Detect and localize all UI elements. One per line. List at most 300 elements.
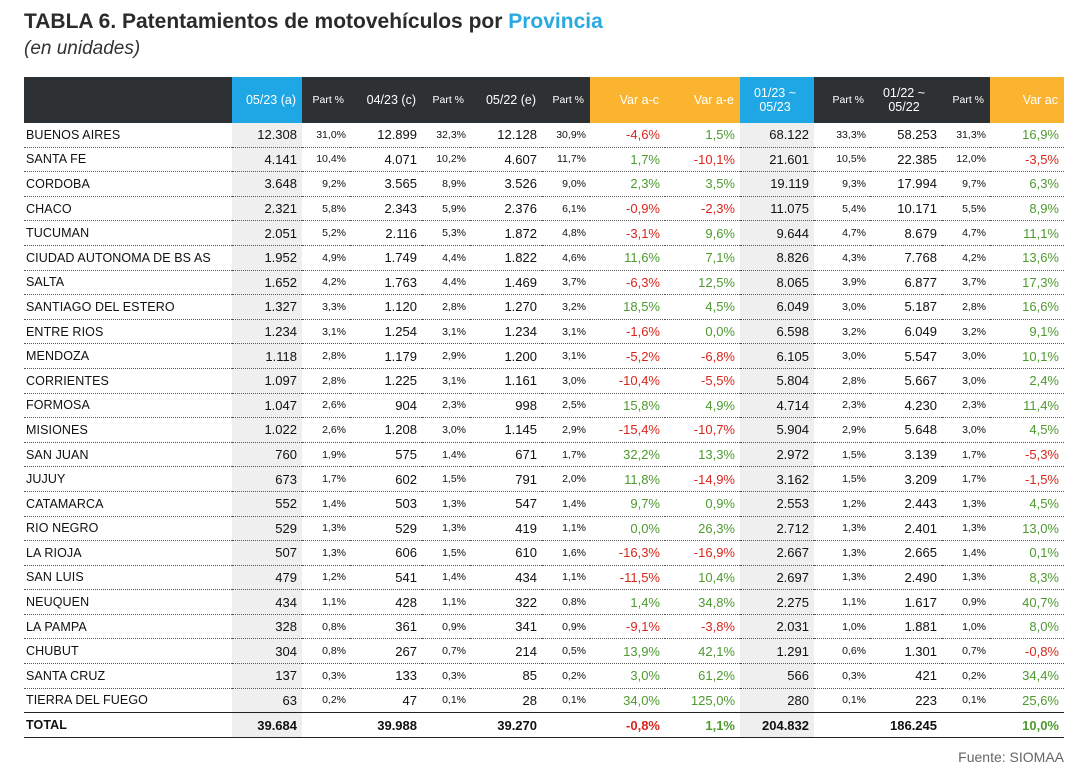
table-row <box>24 664 1064 689</box>
cell-ytd-22: 223 <box>870 688 942 713</box>
cell-part-ytd-23: 3,0% <box>814 344 870 369</box>
cell-part-ytd-22: 0,1% <box>942 688 990 713</box>
cell-ytd-22: 17.994 <box>870 172 942 197</box>
cell-ytd-22: 7.768 <box>870 245 942 270</box>
cell-ytd-23: 2.553 <box>740 491 814 516</box>
cell-var-a-c: 34,0% <box>590 688 665 713</box>
cell-part-ytd-22: 1,7% <box>942 467 990 492</box>
cell-part-may-23: 1,3% <box>302 516 350 541</box>
cell-part-ytd-23: 2,3% <box>814 393 870 418</box>
cell-part-may-22: 3,7% <box>542 270 590 295</box>
cell-var-a-e: -5,5% <box>665 368 740 393</box>
cell-may-22: 322 <box>470 590 542 615</box>
table-body <box>24 123 1064 737</box>
cell-part-may-23: 0,8% <box>302 614 350 639</box>
cell-var-a-e: 13,3% <box>665 442 740 467</box>
cell-apr-23: 2.343 <box>350 196 422 221</box>
cell-ytd-23: 1.291 <box>740 639 814 664</box>
cell-apr-23: 39.988 <box>350 713 422 738</box>
table-row <box>24 541 1064 566</box>
cell-apr-23: 503 <box>350 491 422 516</box>
cell-apr-23: 1.179 <box>350 344 422 369</box>
cell-part-may-22: 11,7% <box>542 147 590 172</box>
cell-may-22: 1.145 <box>470 418 542 443</box>
cell-may-23: 1.234 <box>232 319 302 344</box>
cell-ytd-23: 280 <box>740 688 814 713</box>
cell-var-a-e: 3,5% <box>665 172 740 197</box>
cell-may-23: 1.097 <box>232 368 302 393</box>
header-04-23: 04/23 (c) <box>350 77 422 123</box>
cell-part-may-23: 2,8% <box>302 368 350 393</box>
cell-var-ac: 17,3% <box>990 270 1064 295</box>
cell-ytd-23: 6.105 <box>740 344 814 369</box>
cell-may-22: 4.607 <box>470 147 542 172</box>
cell-part-apr-23: 1,4% <box>422 565 470 590</box>
cell-province: JUJUY <box>24 467 232 492</box>
cell-var-a-c: -0,8% <box>590 713 665 738</box>
cell-ytd-22: 2.490 <box>870 565 942 590</box>
cell-var-ac: 34,4% <box>990 664 1064 689</box>
cell-may-23: 137 <box>232 664 302 689</box>
cell-part-may-23: 4,2% <box>302 270 350 295</box>
table-row <box>24 467 1064 492</box>
cell-may-22: 3.526 <box>470 172 542 197</box>
cell-apr-23: 1.120 <box>350 295 422 320</box>
cell-part-ytd-22: 1,0% <box>942 614 990 639</box>
cell-ytd-22: 5.648 <box>870 418 942 443</box>
cell-part-may-23: 0,2% <box>302 688 350 713</box>
cell-ytd-23: 2.275 <box>740 590 814 615</box>
cell-part-ytd-22: 3,0% <box>942 418 990 443</box>
cell-var-ac: 16,9% <box>990 123 1064 147</box>
cell-var-a-c: -16,3% <box>590 541 665 566</box>
cell-apr-23: 1.763 <box>350 270 422 295</box>
cell-may-23: 2.051 <box>232 221 302 246</box>
table-row <box>24 565 1064 590</box>
header-part-3: Part % <box>542 77 590 123</box>
cell-ytd-23: 5.904 <box>740 418 814 443</box>
cell-ytd-23: 68.122 <box>740 123 814 147</box>
cell-may-22: 1.234 <box>470 319 542 344</box>
cell-apr-23: 2.116 <box>350 221 422 246</box>
table-row <box>24 123 1064 147</box>
cell-ytd-23: 8.065 <box>740 270 814 295</box>
cell-part-apr-23: 1,3% <box>422 516 470 541</box>
title-text: TABLA 6. Patentamientos de motovehículos por <box>24 10 509 33</box>
cell-part-ytd-22: 2,8% <box>942 295 990 320</box>
header-province <box>24 77 232 123</box>
cell-part-apr-23: 0,7% <box>422 639 470 664</box>
cell-ytd-22: 2.443 <box>870 491 942 516</box>
cell-part-apr-23: 1,3% <box>422 491 470 516</box>
cell-var-a-c: 9,7% <box>590 491 665 516</box>
cell-var-ac: 10,1% <box>990 344 1064 369</box>
table-row <box>24 245 1064 270</box>
cell-part-may-22: 30,9% <box>542 123 590 147</box>
cell-part-may-23: 10,4% <box>302 147 350 172</box>
cell-var-a-e: 42,1% <box>665 639 740 664</box>
cell-part-ytd-23 <box>814 713 870 738</box>
cell-ytd-22: 1.881 <box>870 614 942 639</box>
cell-apr-23: 575 <box>350 442 422 467</box>
cell-var-a-c: -6,3% <box>590 270 665 295</box>
cell-part-ytd-22 <box>942 713 990 738</box>
cell-var-ac: -1,5% <box>990 467 1064 492</box>
cell-part-apr-23: 8,9% <box>422 172 470 197</box>
cell-part-ytd-22: 9,7% <box>942 172 990 197</box>
table-row <box>24 147 1064 172</box>
cell-may-22: 1.469 <box>470 270 542 295</box>
cell-part-may-22: 2,0% <box>542 467 590 492</box>
cell-province: TOTAL <box>24 713 232 738</box>
cell-province: SANTIAGO DEL ESTERO <box>24 295 232 320</box>
cell-may-23: 12.308 <box>232 123 302 147</box>
cell-ytd-23: 8.826 <box>740 245 814 270</box>
cell-apr-23: 1.749 <box>350 245 422 270</box>
cell-var-a-c: -9,1% <box>590 614 665 639</box>
cell-province: LA PAMPA <box>24 614 232 639</box>
cell-var-a-c: -10,4% <box>590 368 665 393</box>
cell-part-may-22: 6,1% <box>542 196 590 221</box>
cell-may-22: 1.270 <box>470 295 542 320</box>
cell-part-ytd-23: 33,3% <box>814 123 870 147</box>
cell-part-may-23: 1,1% <box>302 590 350 615</box>
table-row <box>24 368 1064 393</box>
cell-may-23: 63 <box>232 688 302 713</box>
cell-var-a-c: 2,3% <box>590 172 665 197</box>
cell-var-a-e: 12,5% <box>665 270 740 295</box>
cell-ytd-23: 6.598 <box>740 319 814 344</box>
cell-var-a-e: 125,0% <box>665 688 740 713</box>
cell-var-a-c: -11,5% <box>590 565 665 590</box>
cell-var-a-c: -15,4% <box>590 418 665 443</box>
cell-may-22: 1.200 <box>470 344 542 369</box>
cell-may-22: 791 <box>470 467 542 492</box>
cell-var-a-c: 32,2% <box>590 442 665 467</box>
cell-apr-23: 606 <box>350 541 422 566</box>
cell-part-may-22: 2,5% <box>542 393 590 418</box>
cell-ytd-23: 2.697 <box>740 565 814 590</box>
cell-may-23: 304 <box>232 639 302 664</box>
cell-part-may-22: 1,4% <box>542 491 590 516</box>
table-row <box>24 491 1064 516</box>
cell-may-23: 1.022 <box>232 418 302 443</box>
cell-part-may-22: 4,8% <box>542 221 590 246</box>
cell-ytd-22: 8.679 <box>870 221 942 246</box>
cell-apr-23: 904 <box>350 393 422 418</box>
cell-part-may-23: 3,1% <box>302 319 350 344</box>
cell-province: SAN JUAN <box>24 442 232 467</box>
cell-part-ytd-23: 1,3% <box>814 516 870 541</box>
cell-part-ytd-22: 0,7% <box>942 639 990 664</box>
cell-ytd-22: 1.301 <box>870 639 942 664</box>
cell-province: MISIONES <box>24 418 232 443</box>
cell-province: CIUDAD AUTONOMA DE BS AS <box>24 245 232 270</box>
cell-may-22: 28 <box>470 688 542 713</box>
cell-ytd-23: 4.714 <box>740 393 814 418</box>
cell-part-may-22: 3,0% <box>542 368 590 393</box>
cell-var-a-e: -2,3% <box>665 196 740 221</box>
cell-part-ytd-23: 4,7% <box>814 221 870 246</box>
table-row <box>24 196 1064 221</box>
table-row <box>24 344 1064 369</box>
cell-part-apr-23: 1,4% <box>422 442 470 467</box>
cell-may-23: 760 <box>232 442 302 467</box>
cell-ytd-22: 2.401 <box>870 516 942 541</box>
cell-var-a-c: -1,6% <box>590 319 665 344</box>
cell-may-22: 1.161 <box>470 368 542 393</box>
cell-may-23: 1.118 <box>232 344 302 369</box>
cell-part-apr-23: 0,3% <box>422 664 470 689</box>
cell-apr-23: 4.071 <box>350 147 422 172</box>
cell-part-ytd-23: 5,4% <box>814 196 870 221</box>
cell-ytd-23: 11.075 <box>740 196 814 221</box>
cell-part-apr-23: 1,5% <box>422 541 470 566</box>
cell-var-ac: 0,1% <box>990 541 1064 566</box>
cell-part-may-22: 9,0% <box>542 172 590 197</box>
cell-part-ytd-22: 0,9% <box>942 590 990 615</box>
cell-var-a-e: 61,2% <box>665 664 740 689</box>
cell-may-23: 1.327 <box>232 295 302 320</box>
cell-part-may-22: 3,1% <box>542 319 590 344</box>
cell-part-ytd-23: 3,0% <box>814 295 870 320</box>
cell-part-ytd-23: 1,2% <box>814 491 870 516</box>
cell-var-ac: 11,4% <box>990 393 1064 418</box>
cell-apr-23: 12.899 <box>350 123 422 147</box>
table-title <box>24 10 603 34</box>
cell-may-23: 2.321 <box>232 196 302 221</box>
table-row <box>24 418 1064 443</box>
cell-part-may-22: 0,9% <box>542 614 590 639</box>
cell-apr-23: 1.208 <box>350 418 422 443</box>
cell-part-ytd-22: 0,2% <box>942 664 990 689</box>
total-row <box>24 713 1064 738</box>
cell-part-ytd-22: 31,3% <box>942 123 990 147</box>
cell-may-23: 673 <box>232 467 302 492</box>
cell-province: TIERRA DEL FUEGO <box>24 688 232 713</box>
cell-ytd-23: 19.119 <box>740 172 814 197</box>
cell-var-ac: 16,6% <box>990 295 1064 320</box>
cell-part-ytd-22: 1,3% <box>942 565 990 590</box>
table-subtitle: (en unidades) <box>24 38 141 59</box>
cell-ytd-22: 22.385 <box>870 147 942 172</box>
header-05-22: 05/22 (e) <box>470 77 542 123</box>
cell-part-ytd-22: 3,0% <box>942 368 990 393</box>
cell-part-apr-23: 0,9% <box>422 614 470 639</box>
cell-may-22: 419 <box>470 516 542 541</box>
cell-var-a-e: 4,9% <box>665 393 740 418</box>
cell-ytd-23: 2.031 <box>740 614 814 639</box>
cell-may-22: 12.128 <box>470 123 542 147</box>
cell-part-may-22: 0,1% <box>542 688 590 713</box>
cell-part-ytd-23: 1,1% <box>814 590 870 615</box>
cell-ytd-22: 4.230 <box>870 393 942 418</box>
cell-ytd-22: 3.209 <box>870 467 942 492</box>
cell-apr-23: 267 <box>350 639 422 664</box>
cell-part-may-23: 2,6% <box>302 393 350 418</box>
cell-part-ytd-22: 1,7% <box>942 442 990 467</box>
table-row <box>24 172 1064 197</box>
cell-var-a-c: 15,8% <box>590 393 665 418</box>
cell-may-22: 610 <box>470 541 542 566</box>
table-row <box>24 639 1064 664</box>
cell-may-22: 671 <box>470 442 542 467</box>
cell-var-a-e: 26,3% <box>665 516 740 541</box>
cell-province: CORRIENTES <box>24 368 232 393</box>
table-row <box>24 393 1064 418</box>
cell-part-may-23: 9,2% <box>302 172 350 197</box>
source-note: Fuente: SIOMAA <box>958 749 1064 765</box>
cell-part-may-23: 5,8% <box>302 196 350 221</box>
cell-part-apr-23: 4,4% <box>422 245 470 270</box>
cell-part-may-23: 4,9% <box>302 245 350 270</box>
header-var-a-c: Var a-c <box>590 77 665 123</box>
cell-var-a-c: 0,0% <box>590 516 665 541</box>
cell-ytd-22: 1.617 <box>870 590 942 615</box>
cell-var-ac: 4,5% <box>990 418 1064 443</box>
cell-var-a-e: -16,9% <box>665 541 740 566</box>
cell-var-a-c: 1,7% <box>590 147 665 172</box>
cell-ytd-23: 3.162 <box>740 467 814 492</box>
cell-may-22: 547 <box>470 491 542 516</box>
cell-may-22: 214 <box>470 639 542 664</box>
cell-apr-23: 133 <box>350 664 422 689</box>
cell-ytd-23: 21.601 <box>740 147 814 172</box>
header-row <box>24 77 1064 123</box>
cell-var-a-e: -3,8% <box>665 614 740 639</box>
cell-may-22: 341 <box>470 614 542 639</box>
header-05-23: 05/23 (a) <box>232 77 302 123</box>
cell-part-ytd-23: 1,5% <box>814 442 870 467</box>
cell-part-apr-23: 4,4% <box>422 270 470 295</box>
cell-var-ac: 40,7% <box>990 590 1064 615</box>
table-row <box>24 688 1064 713</box>
cell-var-ac: 13,0% <box>990 516 1064 541</box>
cell-part-apr-23: 32,3% <box>422 123 470 147</box>
cell-var-a-e: -6,8% <box>665 344 740 369</box>
cell-var-ac: 4,5% <box>990 491 1064 516</box>
cell-ytd-22: 5.667 <box>870 368 942 393</box>
table-row <box>24 442 1064 467</box>
cell-var-ac: 10,0% <box>990 713 1064 738</box>
cell-part-may-23: 1,4% <box>302 491 350 516</box>
cell-var-ac: -3,5% <box>990 147 1064 172</box>
province-table <box>24 77 1064 738</box>
cell-part-ytd-23: 4,3% <box>814 245 870 270</box>
cell-var-a-c: 3,0% <box>590 664 665 689</box>
cell-province: CATAMARCA <box>24 491 232 516</box>
cell-ytd-23: 2.972 <box>740 442 814 467</box>
cell-part-ytd-22: 3,2% <box>942 319 990 344</box>
cell-part-may-22: 0,5% <box>542 639 590 664</box>
cell-province: LA RIOJA <box>24 541 232 566</box>
cell-var-a-e: 34,8% <box>665 590 740 615</box>
cell-apr-23: 361 <box>350 614 422 639</box>
cell-var-a-c: 13,9% <box>590 639 665 664</box>
cell-part-ytd-23: 1,5% <box>814 467 870 492</box>
cell-part-apr-23: 3,0% <box>422 418 470 443</box>
cell-part-may-22: 1,7% <box>542 442 590 467</box>
cell-province: FORMOSA <box>24 393 232 418</box>
cell-var-ac: 25,6% <box>990 688 1064 713</box>
cell-part-may-22: 2,9% <box>542 418 590 443</box>
table-row <box>24 295 1064 320</box>
cell-may-22: 85 <box>470 664 542 689</box>
cell-province: NEUQUEN <box>24 590 232 615</box>
cell-part-may-22: 3,2% <box>542 295 590 320</box>
cell-var-a-e: -14,9% <box>665 467 740 492</box>
cell-part-ytd-22: 4,2% <box>942 245 990 270</box>
cell-part-may-23 <box>302 713 350 738</box>
cell-part-ytd-23: 3,2% <box>814 319 870 344</box>
header-part-1: Part % <box>302 77 350 123</box>
cell-var-a-c: 18,5% <box>590 295 665 320</box>
header-part-4: Part % <box>814 77 870 123</box>
cell-var-a-c: 1,4% <box>590 590 665 615</box>
cell-part-ytd-22: 1,3% <box>942 491 990 516</box>
cell-part-ytd-22: 4,7% <box>942 221 990 246</box>
cell-ytd-23: 6.049 <box>740 295 814 320</box>
cell-province: CORDOBA <box>24 172 232 197</box>
cell-may-22: 1.872 <box>470 221 542 246</box>
header-ytd-22: 01/22 ~ 05/22 <box>870 77 942 123</box>
cell-part-may-23: 1,2% <box>302 565 350 590</box>
cell-var-a-c: -4,6% <box>590 123 665 147</box>
cell-part-may-23: 2,8% <box>302 344 350 369</box>
table-row <box>24 590 1064 615</box>
cell-may-22: 2.376 <box>470 196 542 221</box>
cell-var-a-e: 9,6% <box>665 221 740 246</box>
cell-part-ytd-23: 2,9% <box>814 418 870 443</box>
cell-var-a-e: -10,7% <box>665 418 740 443</box>
cell-var-a-e: 0,9% <box>665 491 740 516</box>
cell-part-ytd-22: 1,4% <box>942 541 990 566</box>
cell-ytd-23: 2.667 <box>740 541 814 566</box>
cell-part-may-23: 5,2% <box>302 221 350 246</box>
cell-province: ENTRE RIOS <box>24 319 232 344</box>
cell-province: BUENOS AIRES <box>24 123 232 147</box>
cell-part-may-22: 4,6% <box>542 245 590 270</box>
cell-may-23: 39.684 <box>232 713 302 738</box>
cell-ytd-23: 2.712 <box>740 516 814 541</box>
cell-may-23: 507 <box>232 541 302 566</box>
cell-part-ytd-23: 2,8% <box>814 368 870 393</box>
cell-may-22: 39.270 <box>470 713 542 738</box>
header-part-5: Part % <box>942 77 990 123</box>
cell-part-may-23: 2,6% <box>302 418 350 443</box>
cell-may-23: 552 <box>232 491 302 516</box>
cell-part-ytd-23: 1,0% <box>814 614 870 639</box>
cell-var-ac: 6,3% <box>990 172 1064 197</box>
cell-part-may-22: 1,6% <box>542 541 590 566</box>
cell-may-23: 3.648 <box>232 172 302 197</box>
cell-var-a-e: 7,1% <box>665 245 740 270</box>
cell-part-ytd-23: 0,3% <box>814 664 870 689</box>
table-row <box>24 221 1064 246</box>
cell-var-a-e: 1,1% <box>665 713 740 738</box>
cell-may-23: 1.652 <box>232 270 302 295</box>
cell-part-apr-23: 10,2% <box>422 147 470 172</box>
cell-ytd-22: 6.877 <box>870 270 942 295</box>
cell-part-ytd-23: 3,9% <box>814 270 870 295</box>
cell-ytd-23: 204.832 <box>740 713 814 738</box>
cell-var-a-c: -5,2% <box>590 344 665 369</box>
cell-var-ac: -5,3% <box>990 442 1064 467</box>
cell-apr-23: 47 <box>350 688 422 713</box>
cell-part-apr-23: 2,9% <box>422 344 470 369</box>
cell-part-may-23: 1,9% <box>302 442 350 467</box>
cell-ytd-22: 2.665 <box>870 541 942 566</box>
